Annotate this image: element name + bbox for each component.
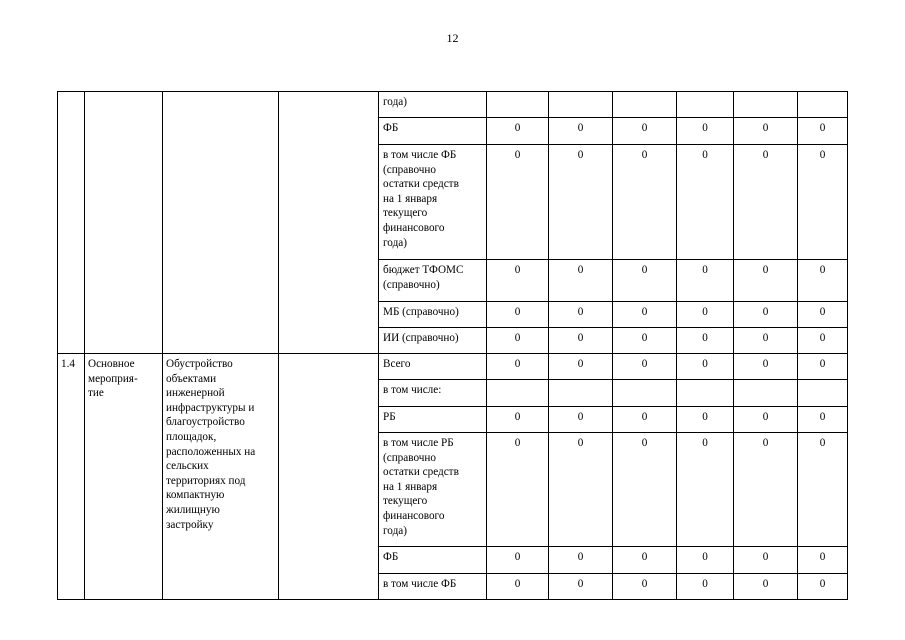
- value-cell: 0: [487, 574, 549, 600]
- value-cell: 0: [487, 328, 549, 354]
- value-cell: 0: [677, 354, 734, 380]
- source-cell: в том числе:: [379, 380, 487, 407]
- value-cell: [798, 380, 848, 407]
- source-cell: в том числе ФБ (справочно остатки средств на 1 января текущего финансового года): [379, 145, 487, 260]
- source-cell: бюджет ТФОМС (справочно): [379, 260, 487, 302]
- value-cell: 0: [613, 260, 677, 302]
- prev-type-cell: [85, 92, 163, 354]
- value-cell: 0: [734, 547, 798, 574]
- value-cell: [613, 92, 677, 118]
- value-cell: 0: [734, 407, 798, 433]
- prev-executor-cell: [279, 92, 379, 354]
- value-cell: 0: [798, 302, 848, 328]
- value-cell: 0: [677, 145, 734, 260]
- prev-name-cell: [163, 92, 279, 354]
- value-cell: 0: [487, 302, 549, 328]
- value-cell: 0: [677, 433, 734, 547]
- source-cell: в том числе ФБ: [379, 574, 487, 600]
- value-cell: [677, 92, 734, 118]
- value-cell: 0: [487, 118, 549, 145]
- value-cell: 0: [613, 118, 677, 145]
- value-cell: 0: [487, 547, 549, 574]
- value-cell: 0: [613, 354, 677, 380]
- value-cell: 0: [549, 145, 613, 260]
- source-cell: ИИ (справочно): [379, 328, 487, 354]
- value-cell: [549, 92, 613, 118]
- value-cell: 0: [549, 433, 613, 547]
- value-cell: 0: [487, 260, 549, 302]
- value-cell: 0: [798, 145, 848, 260]
- value-cell: [734, 380, 798, 407]
- value-cell: 0: [798, 354, 848, 380]
- value-cell: 0: [677, 260, 734, 302]
- source-cell: РБ: [379, 407, 487, 433]
- value-cell: 0: [734, 260, 798, 302]
- prev-number-cell: [58, 92, 85, 354]
- value-cell: 0: [549, 260, 613, 302]
- value-cell: 0: [613, 433, 677, 547]
- value-cell: 0: [549, 574, 613, 600]
- value-cell: [613, 380, 677, 407]
- value-cell: 0: [734, 328, 798, 354]
- value-cell: [734, 92, 798, 118]
- measure-name-cell: Обустройство объектами инженерной инфраструктуры и благоустройство площадок, расположенных на сельских территориях под компактную жилищную застройку: [163, 354, 279, 600]
- measure-executor-cell: [279, 354, 379, 600]
- source-cell: Всего: [379, 354, 487, 380]
- value-cell: 0: [549, 354, 613, 380]
- value-cell: 0: [613, 328, 677, 354]
- value-cell: 0: [734, 118, 798, 145]
- budget-table: [57, 91, 848, 600]
- value-cell: 0: [798, 547, 848, 574]
- value-cell: 0: [677, 547, 734, 574]
- value-cell: 0: [549, 118, 613, 145]
- value-cell: 0: [613, 302, 677, 328]
- source-cell: ФБ: [379, 547, 487, 574]
- page-number: 12: [446, 31, 459, 45]
- value-cell: 0: [549, 328, 613, 354]
- value-cell: 0: [734, 302, 798, 328]
- value-cell: 0: [613, 547, 677, 574]
- source-cell: в том числе РБ (справочно остатки средств на 1 января текущего финансового года): [379, 433, 487, 547]
- value-cell: 0: [487, 354, 549, 380]
- table-row: [58, 92, 848, 118]
- value-cell: 0: [677, 302, 734, 328]
- value-cell: [487, 380, 549, 407]
- table-row: [58, 354, 848, 380]
- value-cell: 0: [798, 433, 848, 547]
- value-cell: 0: [734, 574, 798, 600]
- value-cell: 0: [487, 433, 549, 547]
- value-cell: 0: [487, 407, 549, 433]
- value-cell: [549, 380, 613, 407]
- source-cell: ФБ: [379, 118, 487, 145]
- value-cell: 0: [677, 407, 734, 433]
- value-cell: 0: [734, 433, 798, 547]
- value-cell: 0: [613, 407, 677, 433]
- measure-type-cell: Основное мероприя- тие: [85, 354, 163, 600]
- value-cell: [487, 92, 549, 118]
- value-cell: 0: [487, 145, 549, 260]
- value-cell: 0: [677, 574, 734, 600]
- value-cell: 0: [549, 547, 613, 574]
- measure-number-cell: 1.4: [58, 354, 85, 600]
- value-cell: 0: [549, 407, 613, 433]
- value-cell: [677, 380, 734, 407]
- value-cell: 0: [549, 302, 613, 328]
- value-cell: 0: [798, 574, 848, 600]
- value-cell: 0: [734, 354, 798, 380]
- value-cell: 0: [798, 260, 848, 302]
- value-cell: [798, 92, 848, 118]
- value-cell: 0: [677, 328, 734, 354]
- value-cell: 0: [613, 145, 677, 260]
- source-cell: МБ (справочно): [379, 302, 487, 328]
- value-cell: 0: [798, 407, 848, 433]
- value-cell: 0: [798, 118, 848, 145]
- value-cell: 0: [798, 328, 848, 354]
- value-cell: 0: [734, 145, 798, 260]
- source-cell: года): [379, 92, 487, 118]
- value-cell: 0: [613, 574, 677, 600]
- value-cell: 0: [677, 118, 734, 145]
